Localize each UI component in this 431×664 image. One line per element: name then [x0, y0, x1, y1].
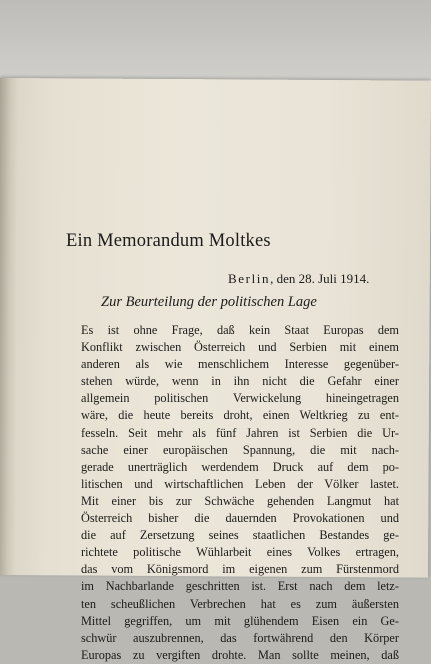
document-title: Ein Memorandum Moltkes	[66, 231, 271, 251]
body-line: die auf Zersetzung seines staatlichen Bestandes ge-	[81, 528, 399, 543]
body-line: schwür auszubrennen, das fortwährend den Körper	[81, 630, 399, 645]
body-line: wäre, die heute bereits droht, einen Weltkrieg zu ent-	[81, 408, 399, 423]
body-line: fesseln. Seit mehr als fünf Jahren ist Serbien die Ur-	[81, 425, 399, 440]
body-line: Mittel gegriffen, um mit glühendem Eisen ein Ge-	[81, 613, 399, 628]
dateline	[228, 271, 369, 287]
dateline-place: Berlin	[228, 271, 271, 286]
body-line: richtete politische Wühlarbeit eines Volkes ertragen,	[81, 545, 399, 560]
body-line: litischen und wirtschaftlichen Leben der Völker lastet.	[81, 476, 399, 491]
body-line: Europas zu vergiften drohte. Man sollte meinen, daß	[81, 647, 399, 662]
body-line: im Nachbarlande geschritten ist. Erst nach dem letz-	[81, 579, 399, 594]
dateline-date: , den 28. Juli 1914.	[270, 271, 370, 286]
body-text	[81, 322, 399, 664]
body-line: ten scheußlichen Verbrechen hat es zum äußersten	[81, 596, 399, 611]
body-line: Es ist ohne Frage, daß kein Staat Europas dem	[81, 323, 399, 337]
body-line: Konflikt zwischen Österreich und Serbien mit einem	[81, 340, 399, 355]
document-subtitle: Zur Beurteilung der politischen Lage	[101, 294, 317, 310]
body-line: gerade unerträglich werdendem Druck auf dem po-	[81, 459, 399, 474]
body-line: stehen würde, wenn in ihn nicht die Gefahr einer	[81, 374, 399, 389]
body-line: Mit einer bis zur Schwäche gehenden Langmut hat	[81, 493, 399, 508]
body-line: das vom Königsmord im eigenen zum Fürstenmord	[81, 562, 399, 577]
body-line: allgemein politischen Verwickelung hineingetragen	[81, 391, 399, 406]
body-line: Österreich bisher die dauernden Provokationen und	[81, 511, 399, 526]
body-line: anderen als wie menschlichem Interesse gegenüber-	[81, 357, 399, 372]
body-line: sache einer europäischen Spannung, die mit nach-	[81, 442, 399, 457]
